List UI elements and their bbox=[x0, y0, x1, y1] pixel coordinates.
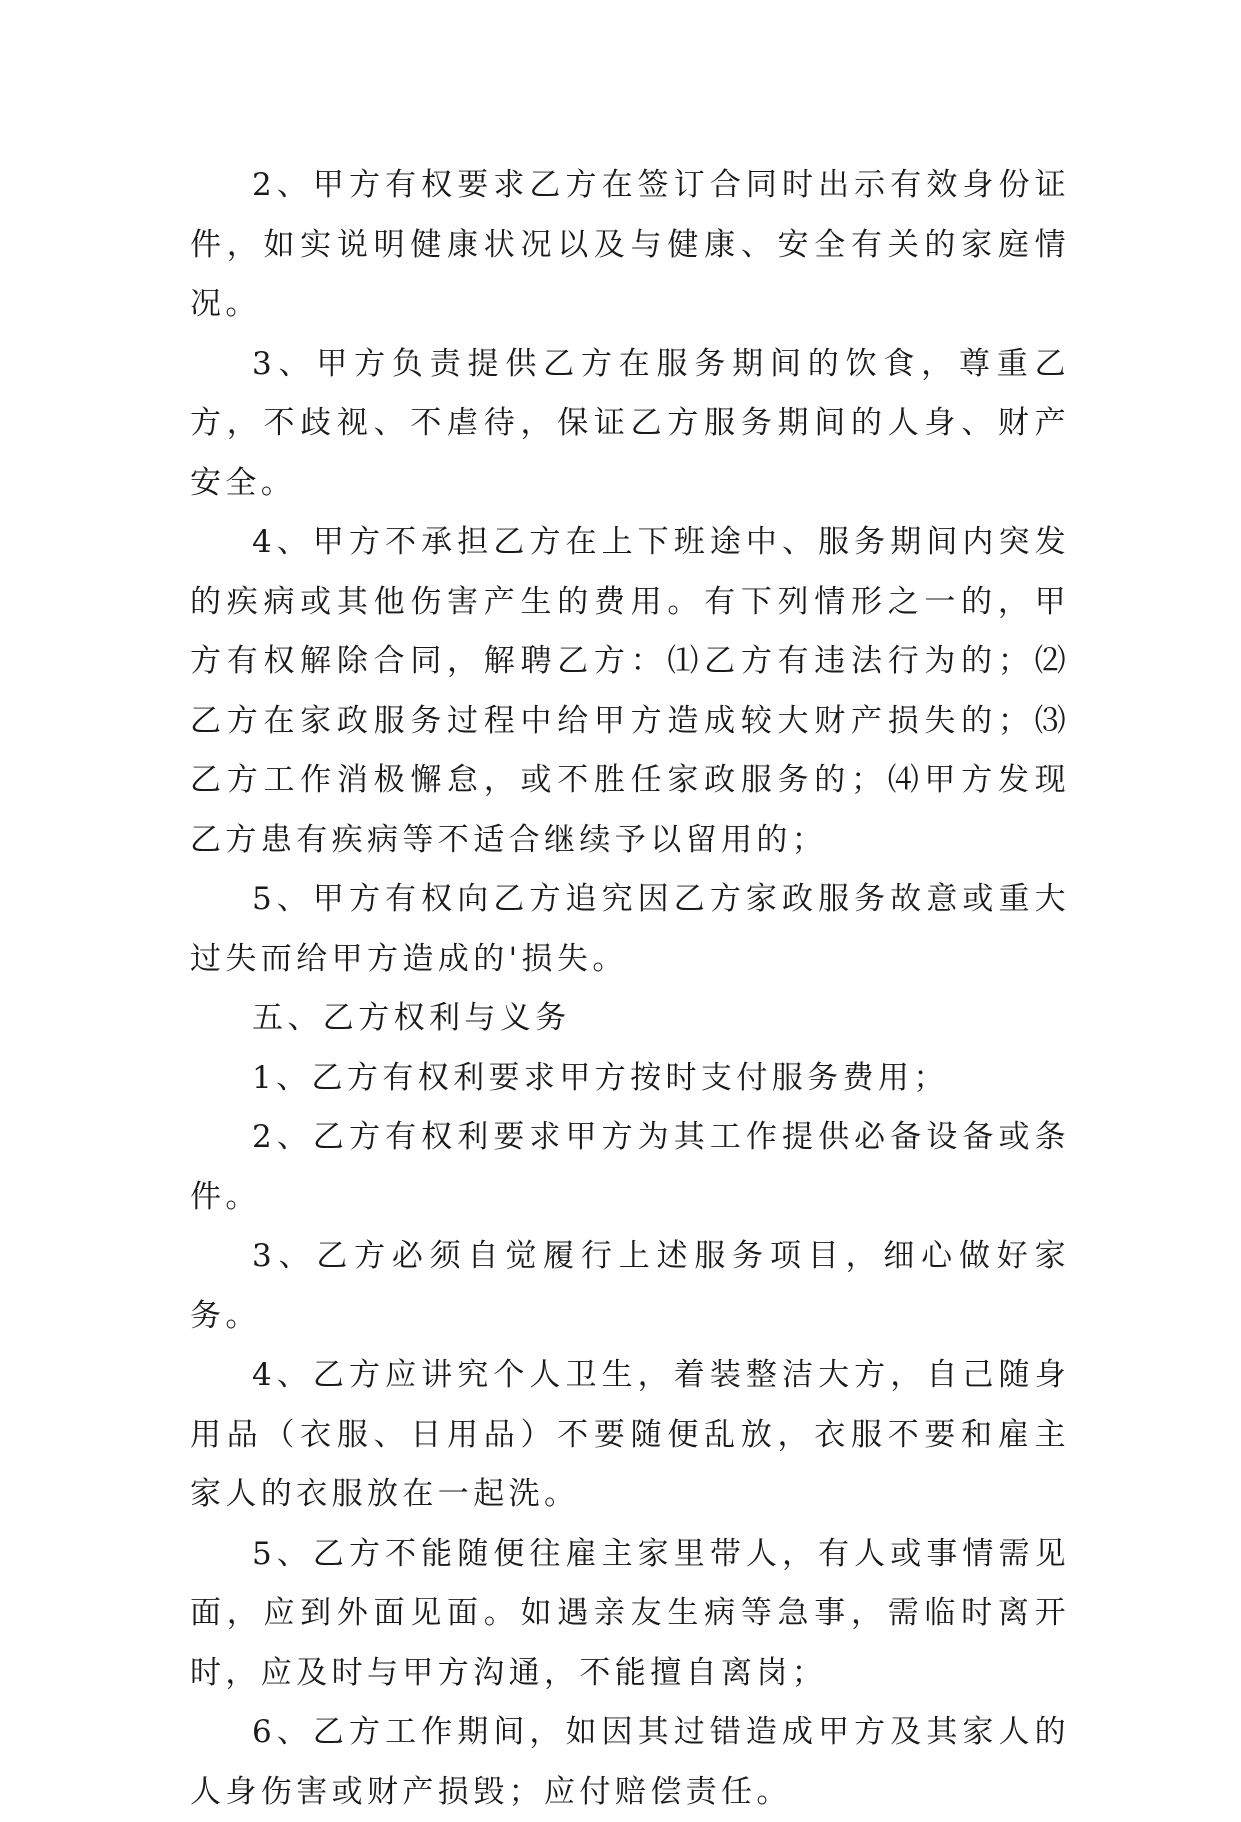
paragraph-yi-1: 1、乙方有权利要求甲方按时支付服务费用； bbox=[252, 1059, 949, 1096]
paragraph-yi-2: 2、乙方有权利要求甲方为其工作提供必备设备或条件。 bbox=[190, 1119, 1070, 1215]
paragraph-yi-3: 3、乙方必须自觉履行上述服务项目，细心做好家务。 bbox=[190, 1238, 1070, 1334]
section-heading-yi-rights: 五、乙方权利与义务 bbox=[252, 1000, 571, 1036]
paragraph-jia-2: 2、甲方有权要求乙方在签订合同时出示有效身份证件，如实说明健康状况以及与健康、安全有关的家庭情况。 bbox=[190, 167, 1070, 322]
paragraph-jia-5: 5、甲方有权向乙方追究因乙方家政服务故意或重大过失而给甲方造成的'损失。 bbox=[190, 881, 1070, 977]
paragraph-jia-3: 3、甲方负责提供乙方在服务期间的饮食，尊重乙方，不歧视、不虐待，保证乙方服务期间的人身、财产安全。 bbox=[190, 345, 1070, 501]
paragraph-yi-6: 6、乙方工作期间，如因其过错造成甲方及其家人的人身伤害或财产损毁；应付赔偿责任。 bbox=[190, 1714, 1070, 1810]
paragraph-yi-5: 5、乙方不能随便往雇主家里带人，有人或事情需见面，应到外面见面。如遇亲友生病等急事，需临时离开时，应及时与甲方沟通，不能擅自离岗； bbox=[190, 1535, 1070, 1691]
document-body bbox=[190, 156, 1070, 1822]
paragraph-jia-4: 4、甲方不承担乙方在上下班途中、服务期间内突发的疾病或其他伤害产生的费用。有下列情形之一的，甲方有权解除合同，解聘乙方：⑴乙方有违法行为的；⑵乙方在家政服务过程中给甲方造成较大财产损失的；⑶乙方工作消极懈怠，或不胜任家政服务的；⑷甲方发现乙方患有疾病等不适合继续予以留用的； bbox=[190, 524, 1070, 858]
paragraph-yi-4: 4、乙方应讲究个人卫生，着装整洁大方，自己随身用品（衣服、日用品）不要随便乱放，衣服不要和雇主家人的衣服放在一起洗。 bbox=[190, 1357, 1070, 1512]
